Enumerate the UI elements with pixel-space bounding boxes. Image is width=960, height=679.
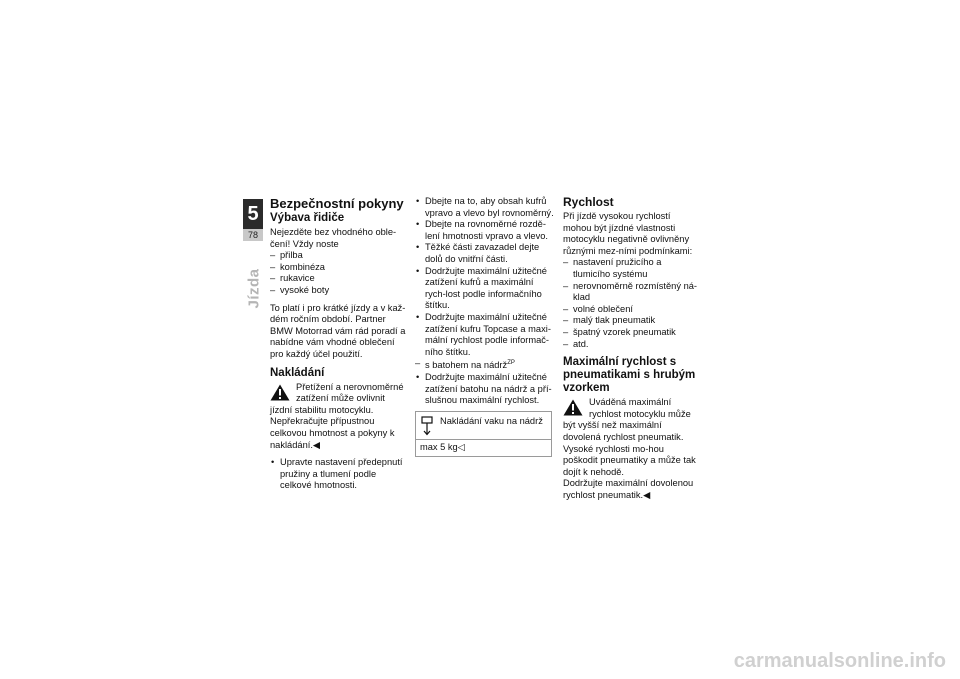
- column-1: [270, 196, 408, 498]
- watermark: carmanualsonline.info: [733, 650, 946, 672]
- loading-warning: [270, 382, 408, 452]
- list-item: • Upravte nastavení předepnutí pružiny a tlumení podle celkové hmotnosti.: [270, 457, 408, 492]
- tyre-warning-text-2: Dodržujte maximální dovolenou rychlost pneumatik.: [563, 478, 694, 500]
- chapter-title-label: Jízda: [245, 267, 263, 309]
- list-item: • Dodržujte maximální užitečné zatížení kufru Topcase a maxi-mální rychlost podle informač-ního štítku.: [415, 312, 555, 358]
- loading-list: [270, 457, 408, 492]
- rider-equipment-heading: Výbava řidiče: [270, 212, 345, 224]
- list-item: – vysoké boty: [270, 285, 408, 297]
- list-item: – nastavení pružicího a tlumicího systému: [563, 257, 701, 280]
- list-item: • Dbejte na to, aby obsah kufrů vpravo a vlevo byl rovnoměrný.: [415, 196, 555, 219]
- loading-warning-text: Přetížení a nerovnoměrné zatížení může ovlivnit jízdní stabilitu motocyklu.: [270, 381, 404, 415]
- end-mark: ◁: [457, 441, 465, 452]
- tyre-speed-heading: Maximální rychlost s pneumatikami s hrubým vzorkem: [563, 356, 696, 395]
- rider-equipment-list: [270, 250, 408, 296]
- info-box-value: [416, 440, 551, 457]
- tank-bag-info-box: [415, 411, 552, 458]
- speed-heading: Rychlost: [563, 195, 614, 209]
- end-mark: ◀: [643, 489, 651, 500]
- warning-triangle-icon: [563, 399, 583, 416]
- list-item: • Dbejte na rovnoměrné rozdě-lení hmotnosti vpravo a vlevo.: [415, 219, 555, 242]
- list-item: – atd.: [563, 339, 701, 351]
- list-item: • Dodržujte maximální užitečné zatížení batohu na nádrž a pří-slušnou maximální rychlost.: [415, 372, 555, 407]
- warning-triangle-icon: [270, 384, 290, 401]
- loading-warning-text-2: Nepřekračujte přípustnou celkovou hmotnost a pokyny k nakládání.: [270, 416, 395, 450]
- chapter-title: [239, 253, 269, 323]
- info-box-title: Nakládání vaku na nádrž: [440, 415, 543, 426]
- speed-conditions-list: [563, 257, 701, 350]
- list-item: [415, 358, 555, 372]
- loading-heading: Nakládání: [270, 366, 325, 379]
- loading-rules-list: [415, 196, 555, 407]
- chapter-number-tab: 5: [243, 199, 263, 229]
- info-box-header: [416, 412, 551, 440]
- list-item: – volné oblečení: [563, 304, 701, 316]
- column-2: [415, 196, 555, 457]
- column-3: [563, 196, 701, 501]
- page-number: 78: [243, 229, 263, 241]
- list-item: • Dodržujte maximální užitečné zatížení kufrů a maximální rych-lost podle informačního štítku.: [415, 266, 555, 312]
- tyre-warning-text: Uváděná maximální rychlost motocyklu může být vyšší než maximální dovolená rychlost pneumatik. Vysoké rychlosti mo-hou poškodit pneumatiky a může tak dojít k nehodě.: [563, 397, 696, 477]
- list-item: – malý tlak pneumatik: [563, 315, 701, 327]
- list-item: – rukavice: [270, 273, 408, 285]
- speed-intro: Při jízdě vysokou rychlostí mohou být jízdné vlastnosti motocyklu negativně ovlivněny různými mez-ními podmínkami:: [563, 211, 693, 256]
- list-item: – kombinéza: [270, 262, 408, 274]
- optional-accessory-mark: ZP: [507, 360, 515, 367]
- weight-load-icon: [420, 416, 434, 436]
- list-item: • Těžké části zavazadel dejte dolů do vnitřní části.: [415, 242, 555, 265]
- list-item: – nerovnoměrně rozmístěný ná-klad: [563, 281, 701, 304]
- list-item: – přilba: [270, 250, 408, 262]
- rider-text: To platí i pro krátké jízdy a v kaž-dém ročním období. Partner BMW Motorrad vám rád poradí a nabídne vám vhodné oblečení pro každý účel použití.: [270, 302, 406, 359]
- rider-intro: Nejezděte bez vhodného oble-čení! Vždy noste: [270, 227, 397, 249]
- section-title: Bezpečnostní pokyny: [270, 196, 404, 211]
- max-load-value: max 5 kg: [420, 441, 458, 452]
- tank-bag-label: s batohem na nádrž: [425, 360, 508, 371]
- tyre-warning: [563, 397, 701, 501]
- list-item: – špatný vzorek pneumatik: [563, 327, 701, 339]
- end-mark: ◀: [312, 439, 321, 450]
